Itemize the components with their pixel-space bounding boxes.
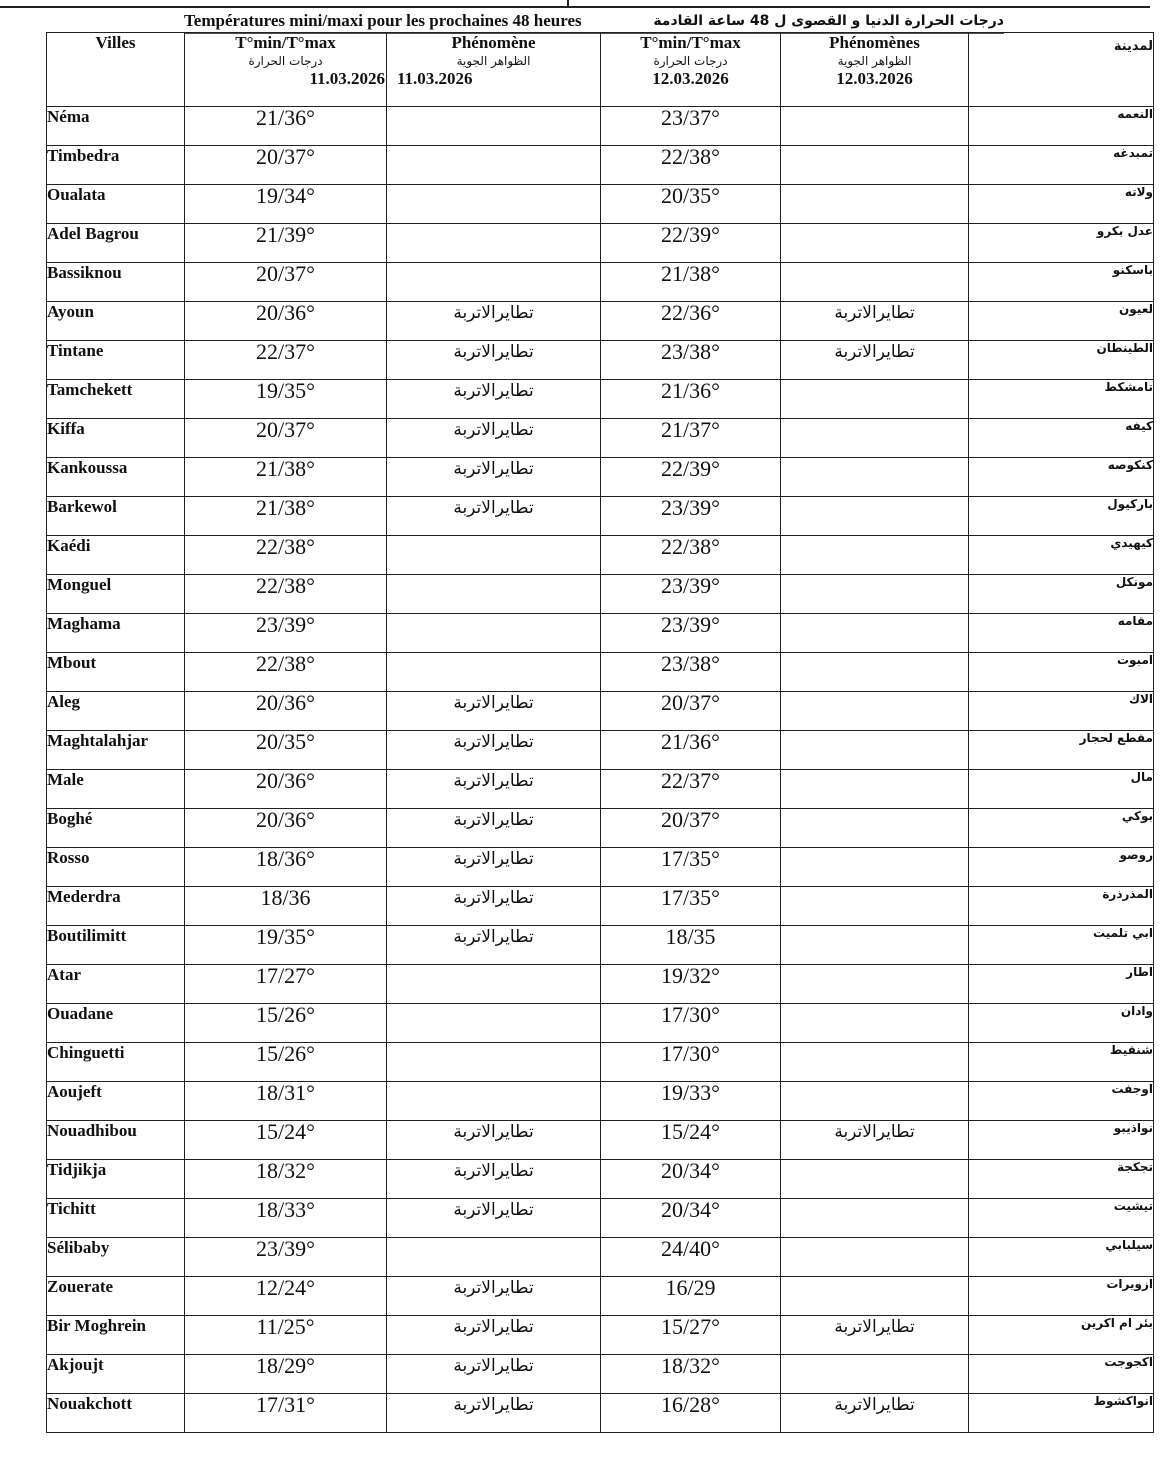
temp-day1-cell: 18/32°	[185, 1160, 387, 1199]
city-name-cell: Rosso	[47, 848, 185, 887]
phenomenon-day2-cell	[781, 380, 969, 419]
city-arabic-name-cell: انواكشوط	[969, 1394, 1154, 1433]
phenomenon-day1-cell	[387, 107, 601, 146]
city-name-cell: Oualata	[47, 185, 185, 224]
temp-day1-cell: 23/39°	[185, 614, 387, 653]
city-name-cell: Sélibaby	[47, 1238, 185, 1277]
temp-day1-cell: 17/27°	[185, 965, 387, 1004]
header-madina	[969, 33, 1154, 107]
phenomenon-day2-cell	[781, 731, 969, 770]
temp-day2-cell: 20/34°	[601, 1199, 781, 1238]
table-row	[47, 692, 1154, 731]
temp-day1-cell: 19/35°	[185, 380, 387, 419]
phenomenon-day1-cell	[387, 575, 601, 614]
header-madina-label: لمدينة	[1113, 39, 1153, 54]
table-row	[47, 575, 1154, 614]
temp-day2-cell: 17/35°	[601, 887, 781, 926]
temp-day1-cell: 15/26°	[185, 1043, 387, 1082]
city-name-cell: Tamchekett	[47, 380, 185, 419]
phenomenon-day1-cell: تطايرالاتربة	[387, 692, 601, 731]
temp-day1-cell: 22/38°	[185, 653, 387, 692]
temp-day2-cell: 23/39°	[601, 614, 781, 653]
header-phenomene-day1-label: Phénomène	[451, 33, 536, 52]
phenomenon-day2-cell: تطايرالاتربة	[781, 1121, 969, 1160]
city-arabic-name-cell: مقامه	[969, 614, 1154, 653]
header-villes	[47, 33, 185, 107]
header-villes-label: Villes	[95, 33, 136, 52]
temp-day1-cell: 18/36°	[185, 848, 387, 887]
city-arabic-name-cell: الاك	[969, 692, 1154, 731]
city-name-cell: Kaédi	[47, 536, 185, 575]
table-row	[47, 107, 1154, 146]
temp-day2-cell: 23/38°	[601, 653, 781, 692]
temp-day2-cell: 18/32°	[601, 1355, 781, 1394]
phenomenon-day1-cell	[387, 185, 601, 224]
temp-day2-cell: 19/32°	[601, 965, 781, 1004]
table-row	[47, 653, 1154, 692]
city-name-cell: Ouadane	[47, 1004, 185, 1043]
temp-day2-cell: 22/38°	[601, 536, 781, 575]
city-name-cell: Zouerate	[47, 1277, 185, 1316]
phenomenon-day1-cell: تطايرالاتربة	[387, 1199, 601, 1238]
phenomenon-day1-cell: تطايرالاتربة	[387, 1277, 601, 1316]
top-border-line	[0, 6, 1150, 8]
phenomenon-day2-cell	[781, 692, 969, 731]
temp-day1-cell: 22/38°	[185, 536, 387, 575]
temp-day1-cell: 21/39°	[185, 224, 387, 263]
phenomenon-day1-cell: تطايرالاتربة	[387, 1121, 601, 1160]
city-name-cell: Akjoujt	[47, 1355, 185, 1394]
city-name-cell: Boghé	[47, 809, 185, 848]
header-phenomene-day1	[387, 33, 601, 107]
header-phenomene-day1-arabic: الظواهر الجوية	[456, 54, 531, 68]
temp-day1-cell: 21/36°	[185, 107, 387, 146]
city-arabic-name-cell: مقطع لحجار	[969, 731, 1154, 770]
temp-day1-cell: 17/31°	[185, 1394, 387, 1433]
temp-day2-cell: 22/36°	[601, 302, 781, 341]
phenomenon-day1-cell: تطايرالاتربة	[387, 302, 601, 341]
phenomenon-day1-cell	[387, 1238, 601, 1277]
table-row	[47, 263, 1154, 302]
phenomenon-day1-cell: تطايرالاتربة	[387, 458, 601, 497]
temp-day2-cell: 20/37°	[601, 692, 781, 731]
header-phenomenes-day2	[781, 33, 969, 107]
temp-day2-cell: 16/28°	[601, 1394, 781, 1433]
city-name-cell: Maghtalahjar	[47, 731, 185, 770]
phenomenon-day1-cell	[387, 1043, 601, 1082]
city-name-cell: Atar	[47, 965, 185, 1004]
temp-day2-cell: 20/35°	[601, 185, 781, 224]
table-row	[47, 1277, 1154, 1316]
temp-day1-cell: 20/36°	[185, 809, 387, 848]
phenomenon-day2-cell	[781, 770, 969, 809]
header-temp-day1	[185, 33, 387, 107]
table-row	[47, 848, 1154, 887]
phenomenon-day2-cell	[781, 263, 969, 302]
phenomenon-day2-cell	[781, 185, 969, 224]
temp-day1-cell: 20/36°	[185, 302, 387, 341]
phenomenon-day1-cell	[387, 536, 601, 575]
temp-day2-cell: 15/27°	[601, 1316, 781, 1355]
temp-day2-cell: 24/40°	[601, 1238, 781, 1277]
phenomenon-day2-cell	[781, 497, 969, 536]
temp-day1-cell: 12/24°	[185, 1277, 387, 1316]
phenomenon-day2-cell	[781, 848, 969, 887]
temp-day1-cell: 19/35°	[185, 926, 387, 965]
temp-day1-cell: 20/37°	[185, 419, 387, 458]
temp-day1-cell: 22/37°	[185, 341, 387, 380]
phenomenon-day1-cell: تطايرالاتربة	[387, 341, 601, 380]
phenomenon-day1-cell: تطايرالاتربة	[387, 809, 601, 848]
city-name-cell: Nouakchott	[47, 1394, 185, 1433]
phenomenon-day1-cell	[387, 965, 601, 1004]
phenomenon-day2-cell	[781, 653, 969, 692]
city-name-cell: Nouadhibou	[47, 1121, 185, 1160]
phenomenon-day1-cell: تطايرالاتربة	[387, 1355, 601, 1394]
table-row	[47, 497, 1154, 536]
temp-day2-cell: 23/39°	[601, 575, 781, 614]
city-arabic-name-cell: اطار	[969, 965, 1154, 1004]
temp-day2-cell: 17/35°	[601, 848, 781, 887]
temp-day1-cell: 20/35°	[185, 731, 387, 770]
phenomenon-day1-cell	[387, 146, 601, 185]
city-arabic-name-cell: كيفه	[969, 419, 1154, 458]
temp-day1-cell: 18/33°	[185, 1199, 387, 1238]
temp-day2-cell: 15/24°	[601, 1121, 781, 1160]
temp-day1-cell: 21/38°	[185, 497, 387, 536]
phenomenon-day2-cell: تطايرالاتربة	[781, 302, 969, 341]
table-row	[47, 1004, 1154, 1043]
temp-day1-cell: 18/29°	[185, 1355, 387, 1394]
table-row	[47, 887, 1154, 926]
phenomenon-day2-cell	[781, 1277, 969, 1316]
temp-day1-cell: 20/37°	[185, 263, 387, 302]
city-name-cell: Timbedra	[47, 146, 185, 185]
temp-day1-cell: 19/34°	[185, 185, 387, 224]
table-row	[47, 770, 1154, 809]
city-arabic-name-cell: روصو	[969, 848, 1154, 887]
city-name-cell: Chinguetti	[47, 1043, 185, 1082]
header-temp-day1-date: 11.03.2026	[309, 69, 385, 88]
city-name-cell: Tintane	[47, 341, 185, 380]
temp-day2-cell: 20/37°	[601, 809, 781, 848]
city-arabic-name-cell: بئر ام اكرين	[969, 1316, 1154, 1355]
city-arabic-name-cell: ابي تلميت	[969, 926, 1154, 965]
temperature-table	[46, 32, 1154, 1433]
phenomenon-day2-cell	[781, 536, 969, 575]
city-arabic-name-cell: مونكل	[969, 575, 1154, 614]
temp-day2-cell: 22/37°	[601, 770, 781, 809]
table-row	[47, 380, 1154, 419]
phenomenon-day1-cell	[387, 614, 601, 653]
table-row	[47, 965, 1154, 1004]
city-name-cell: Néma	[47, 107, 185, 146]
city-arabic-name-cell: امبوت	[969, 653, 1154, 692]
page-title-french: Températures mini/maxi pour les prochaines 48 heures	[184, 11, 582, 30]
page-title	[184, 10, 1004, 34]
header-phenomenes-day2-label: Phénomènes	[829, 33, 920, 52]
city-name-cell: Barkewol	[47, 497, 185, 536]
table-header-row	[47, 33, 1154, 107]
temp-day2-cell: 21/37°	[601, 419, 781, 458]
phenomenon-day1-cell: تطايرالاتربة	[387, 497, 601, 536]
city-arabic-name-cell: تيشيت	[969, 1199, 1154, 1238]
temp-day2-cell: 17/30°	[601, 1043, 781, 1082]
temp-day1-cell: 15/26°	[185, 1004, 387, 1043]
city-name-cell: Mederdra	[47, 887, 185, 926]
header-phenomenes-day2-arabic: الظواهر الجوية	[837, 54, 912, 68]
phenomenon-day1-cell: تطايرالاتربة	[387, 887, 601, 926]
city-name-cell: Kiffa	[47, 419, 185, 458]
temp-day1-cell: 21/38°	[185, 458, 387, 497]
city-arabic-name-cell: الطينطان	[969, 341, 1154, 380]
table-row	[47, 1082, 1154, 1121]
city-arabic-name-cell: كنكوصه	[969, 458, 1154, 497]
city-arabic-name-cell: اكجوجت	[969, 1355, 1154, 1394]
phenomenon-day2-cell	[781, 1043, 969, 1082]
city-arabic-name-cell: ولاته	[969, 185, 1154, 224]
city-name-cell: Maghama	[47, 614, 185, 653]
phenomenon-day1-cell	[387, 653, 601, 692]
temp-day2-cell: 22/39°	[601, 458, 781, 497]
phenomenon-day2-cell	[781, 575, 969, 614]
phenomenon-day1-cell: تطايرالاتربة	[387, 731, 601, 770]
phenomenon-day2-cell	[781, 1238, 969, 1277]
phenomenon-day2-cell	[781, 458, 969, 497]
table-row	[47, 1394, 1154, 1433]
phenomenon-day1-cell: تطايرالاتربة	[387, 770, 601, 809]
table-row	[47, 536, 1154, 575]
table-row	[47, 1355, 1154, 1394]
table-row	[47, 1316, 1154, 1355]
temp-day1-cell: 20/36°	[185, 692, 387, 731]
phenomenon-day2-cell	[781, 1355, 969, 1394]
city-name-cell: Kankoussa	[47, 458, 185, 497]
phenomenon-day1-cell	[387, 1004, 601, 1043]
header-temp-day1-label: T°min/T°max	[235, 33, 336, 52]
table-row	[47, 302, 1154, 341]
table-row	[47, 419, 1154, 458]
phenomenon-day2-cell: تطايرالاتربة	[781, 1316, 969, 1355]
phenomenon-day1-cell: تطايرالاتربة	[387, 419, 601, 458]
city-name-cell: Male	[47, 770, 185, 809]
phenomenon-day2-cell	[781, 965, 969, 1004]
temp-day2-cell: 23/39°	[601, 497, 781, 536]
city-arabic-name-cell: كيهيدي	[969, 536, 1154, 575]
table-row	[47, 1043, 1154, 1082]
city-arabic-name-cell: نواذيبو	[969, 1121, 1154, 1160]
table-row	[47, 926, 1154, 965]
table-row	[47, 341, 1154, 380]
phenomenon-day2-cell	[781, 1160, 969, 1199]
city-arabic-name-cell: شنقيط	[969, 1043, 1154, 1082]
temp-day2-cell: 18/35	[601, 926, 781, 965]
header-temp-day2-date: 12.03.2026	[652, 69, 729, 88]
city-name-cell: Mbout	[47, 653, 185, 692]
phenomenon-day2-cell	[781, 107, 969, 146]
table-row	[47, 1238, 1154, 1277]
temp-day2-cell: 19/33°	[601, 1082, 781, 1121]
table-row	[47, 1160, 1154, 1199]
table-row	[47, 146, 1154, 185]
city-arabic-name-cell: تجكجة	[969, 1160, 1154, 1199]
temp-day2-cell: 22/38°	[601, 146, 781, 185]
city-name-cell: Ayoun	[47, 302, 185, 341]
temp-day1-cell: 22/38°	[185, 575, 387, 614]
header-phenomene-day1-date: 11.03.2026	[397, 69, 473, 88]
city-arabic-name-cell: اوجفت	[969, 1082, 1154, 1121]
top-border-tick	[567, 0, 569, 7]
city-name-cell: Tidjikja	[47, 1160, 185, 1199]
header-phenomenes-day2-date: 12.03.2026	[836, 69, 913, 88]
header-temp-day1-arabic: درجات الحرارة	[248, 54, 323, 68]
table-body	[47, 107, 1154, 1433]
city-arabic-name-cell: عدل بكرو	[969, 224, 1154, 263]
table-row	[47, 185, 1154, 224]
phenomenon-day2-cell	[781, 419, 969, 458]
phenomenon-day2-cell	[781, 614, 969, 653]
city-name-cell: Adel Bagrou	[47, 224, 185, 263]
phenomenon-day1-cell: تطايرالاتربة	[387, 1160, 601, 1199]
city-arabic-name-cell: وادان	[969, 1004, 1154, 1043]
table-row	[47, 731, 1154, 770]
phenomenon-day1-cell: تطايرالاتربة	[387, 1316, 601, 1355]
phenomenon-day1-cell: تطايرالاتربة	[387, 848, 601, 887]
city-name-cell: Boutilimitt	[47, 926, 185, 965]
city-arabic-name-cell: سيلبابي	[969, 1238, 1154, 1277]
header-temp-day2-arabic: درجات الحرارة	[653, 54, 728, 68]
city-name-cell: Bir Moghrein	[47, 1316, 185, 1355]
city-arabic-name-cell: النعمه	[969, 107, 1154, 146]
city-arabic-name-cell: بوكي	[969, 809, 1154, 848]
city-arabic-name-cell: المذرذرة	[969, 887, 1154, 926]
city-arabic-name-cell: باسكنو	[969, 263, 1154, 302]
phenomenon-day2-cell	[781, 146, 969, 185]
phenomenon-day1-cell	[387, 263, 601, 302]
city-name-cell: Aoujeft	[47, 1082, 185, 1121]
city-arabic-name-cell: باركيول	[969, 497, 1154, 536]
phenomenon-day2-cell	[781, 1199, 969, 1238]
city-arabic-name-cell: ازويرات	[969, 1277, 1154, 1316]
city-arabic-name-cell: تمبدغه	[969, 146, 1154, 185]
phenomenon-day2-cell	[781, 1082, 969, 1121]
phenomenon-day2-cell	[781, 1004, 969, 1043]
phenomenon-day1-cell	[387, 1082, 601, 1121]
temp-day1-cell: 18/36	[185, 887, 387, 926]
temp-day2-cell: 21/38°	[601, 263, 781, 302]
header-temp-day2	[601, 33, 781, 107]
table-row	[47, 1121, 1154, 1160]
phenomenon-day2-cell: تطايرالاتربة	[781, 341, 969, 380]
phenomenon-day2-cell: تطايرالاتربة	[781, 1394, 969, 1433]
table-row	[47, 458, 1154, 497]
page-title-arabic: درجات الحرارة الدنيا و القصوى ل 48 ساعة القادمة	[653, 13, 1004, 29]
phenomenon-day1-cell: تطايرالاتربة	[387, 926, 601, 965]
table-row	[47, 1199, 1154, 1238]
phenomenon-day1-cell	[387, 224, 601, 263]
temp-day2-cell: 20/34°	[601, 1160, 781, 1199]
temp-day2-cell: 17/30°	[601, 1004, 781, 1043]
phenomenon-day2-cell	[781, 926, 969, 965]
temp-day2-cell: 21/36°	[601, 380, 781, 419]
city-name-cell: Monguel	[47, 575, 185, 614]
table-row	[47, 614, 1154, 653]
temp-day2-cell: 23/37°	[601, 107, 781, 146]
table-row	[47, 224, 1154, 263]
header-temp-day2-label: T°min/T°max	[640, 33, 741, 52]
phenomenon-day2-cell	[781, 809, 969, 848]
city-arabic-name-cell: لعيون	[969, 302, 1154, 341]
temp-day1-cell: 15/24°	[185, 1121, 387, 1160]
temp-day2-cell: 16/29	[601, 1277, 781, 1316]
city-name-cell: Aleg	[47, 692, 185, 731]
temp-day1-cell: 11/25°	[185, 1316, 387, 1355]
temp-day2-cell: 22/39°	[601, 224, 781, 263]
phenomenon-day1-cell: تطايرالاتربة	[387, 380, 601, 419]
temp-day2-cell: 21/36°	[601, 731, 781, 770]
temp-day1-cell: 20/37°	[185, 146, 387, 185]
temp-day1-cell: 20/36°	[185, 770, 387, 809]
table-row	[47, 809, 1154, 848]
temp-day1-cell: 18/31°	[185, 1082, 387, 1121]
phenomenon-day2-cell	[781, 887, 969, 926]
city-arabic-name-cell: تامشكط	[969, 380, 1154, 419]
temp-day2-cell: 23/38°	[601, 341, 781, 380]
temp-day1-cell: 23/39°	[185, 1238, 387, 1277]
phenomenon-day2-cell	[781, 224, 969, 263]
city-arabic-name-cell: مال	[969, 770, 1154, 809]
phenomenon-day1-cell: تطايرالاتربة	[387, 1394, 601, 1433]
city-name-cell: Tichitt	[47, 1199, 185, 1238]
city-name-cell: Bassiknou	[47, 263, 185, 302]
